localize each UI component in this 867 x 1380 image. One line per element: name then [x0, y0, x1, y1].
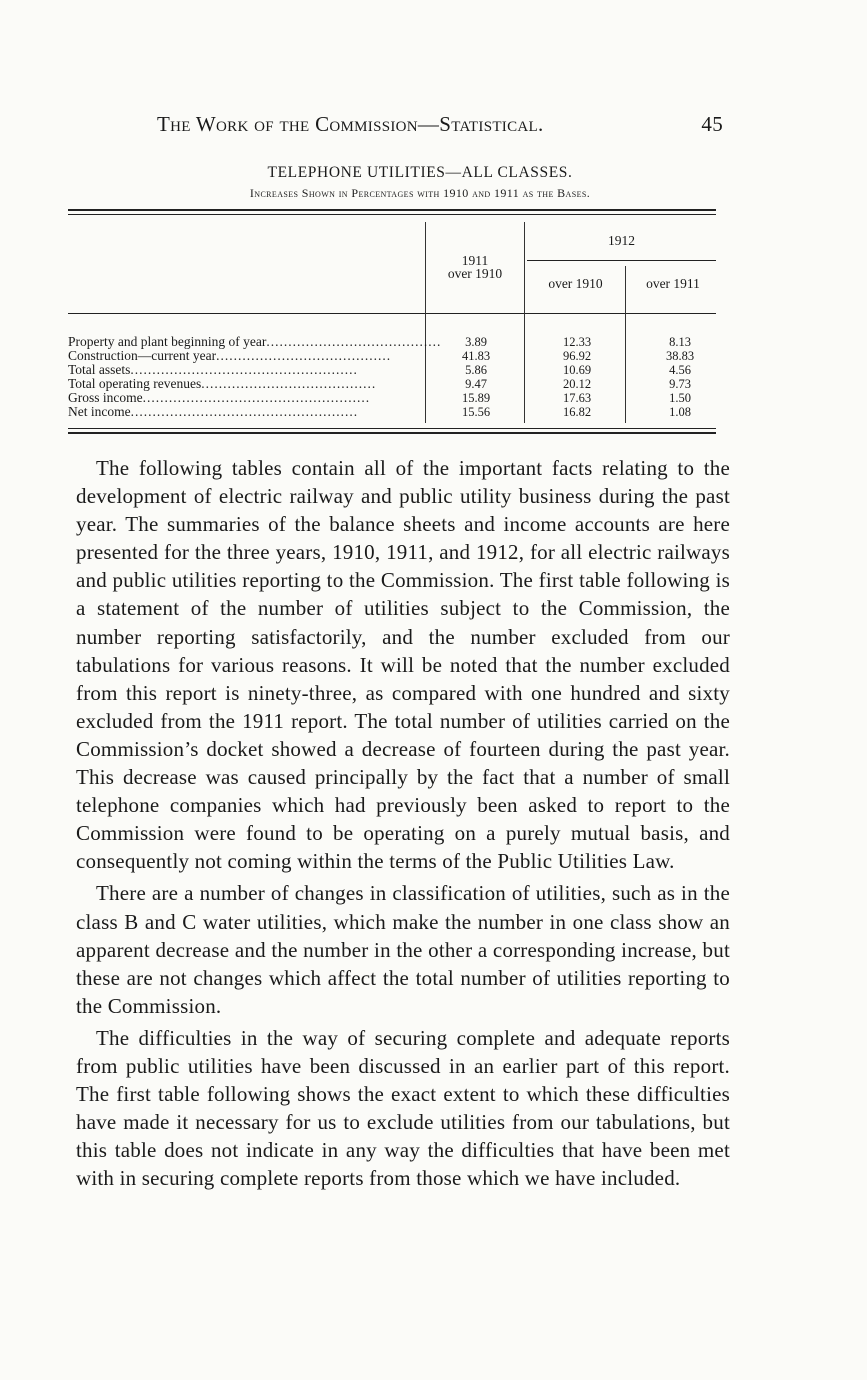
- table-row-label: Total operating revenues........................................: [68, 376, 377, 391]
- column-divider: [425, 222, 426, 423]
- column-header-1911: 1911: [461, 253, 489, 268]
- table-bottom-rule: [68, 428, 716, 429]
- table-top-rule: [68, 209, 716, 211]
- column-divider: [625, 266, 626, 423]
- table-cell: 1.08: [669, 405, 691, 419]
- table-cell: 9.47: [465, 377, 487, 391]
- table-cell: 38.83: [665, 349, 695, 363]
- table-cell: 41.83: [461, 349, 491, 363]
- table-top-rule-thin: [68, 214, 716, 215]
- table-cell: 4.56: [669, 363, 691, 377]
- column-divider: [524, 222, 525, 423]
- table-row-label: Net income....................................................: [68, 404, 359, 419]
- table-cell: 15.56: [461, 405, 491, 419]
- table-bottom-rule-thick: [68, 432, 716, 434]
- table-row-label: Property and plant beginning of year........................................: [68, 334, 442, 349]
- table-cell: 8.13: [669, 335, 691, 349]
- table-cell: 15.89: [461, 391, 491, 405]
- table-cell: 12.33: [562, 335, 592, 349]
- table-row-label: Total assets....................................................: [68, 362, 358, 377]
- running-header-title: The Work of the Commission—Statistical.: [157, 112, 544, 136]
- page-number: 45: [701, 112, 723, 136]
- table-cell: 1.50: [669, 391, 691, 405]
- table-cell: 3.89: [465, 335, 487, 349]
- column-header-1911-over-1910: over 1910: [447, 266, 503, 281]
- column-header-1912-over-1911: over 1911: [646, 276, 700, 291]
- column-group-1912: 1912: [608, 233, 635, 248]
- table-header-rule: [68, 313, 716, 314]
- body-text: [76, 454, 730, 1196]
- table-cell: 10.69: [562, 363, 592, 377]
- running-header: [157, 112, 723, 137]
- paragraph: The following tables contain all of the important facts relating to the development of electric railway and public utility business during the past year. The summaries of the balance sheets and income accounts are here presented for the three years, 1910, 1911, and 1912, for all electric railways and public utilities reporting to the Commission. The first table following is a statement of the number of utilities subject to the Commission, the number reporting satisfactorily, and the number excluded from our tabulations for various reasons. It will be noted that the number excluded from this report is ninety-three, as compared with one hundred and sixty excluded from the 1911 report. The total number of utilities carried on the Commission’s docket showed a decrease of fourteen during the past year. This decrease was caused principally by the fact that a number of small telephone companies which had previously been asked to report to the Commission were found to be operating on a purely mutual basis, and consequently not coming within the terms of the Public Utilities Law.: [76, 456, 730, 874]
- table-cell: 20.12: [562, 377, 592, 391]
- table-cell: 9.73: [669, 377, 691, 391]
- table-cell: 17.63: [562, 391, 592, 405]
- column-header-1912-over-1910: over 1910: [548, 276, 603, 291]
- group-1912-rule: [527, 260, 716, 261]
- table-row-label: Construction—current year........................................: [68, 348, 392, 363]
- table-cell: 16.82: [562, 405, 592, 419]
- table-title: TELEPHONE UTILITIES—ALL CLASSES.: [267, 164, 573, 181]
- paragraph: The difficulties in the way of securing complete and adequate reports from public utilities have been discussed in an earlier part of this report. The first table following shows the exact extent to which these difficulties have made it necessary for us to exclude utilities from our tabulations, but this table does not indicate in any way the difficulties that have been met with in securing complete reports from those which we have included.: [76, 1025, 730, 1191]
- paragraph: There are a number of changes in classification of utilities, such as in the class B and C water utilities, which make the number in one class show an apparent decrease and the number in the other a corresponding increase, but these are not changes which affect the total number of utilities reporting to the Commission.: [76, 881, 730, 1018]
- table-row-label: Gross income....................................................: [68, 390, 371, 405]
- table-cell: 5.86: [465, 363, 487, 377]
- table-cell: 96.92: [562, 349, 592, 363]
- table-subtitle: Increases Shown in Percentages with 1910 and 1911 as the Bases.: [249, 186, 591, 200]
